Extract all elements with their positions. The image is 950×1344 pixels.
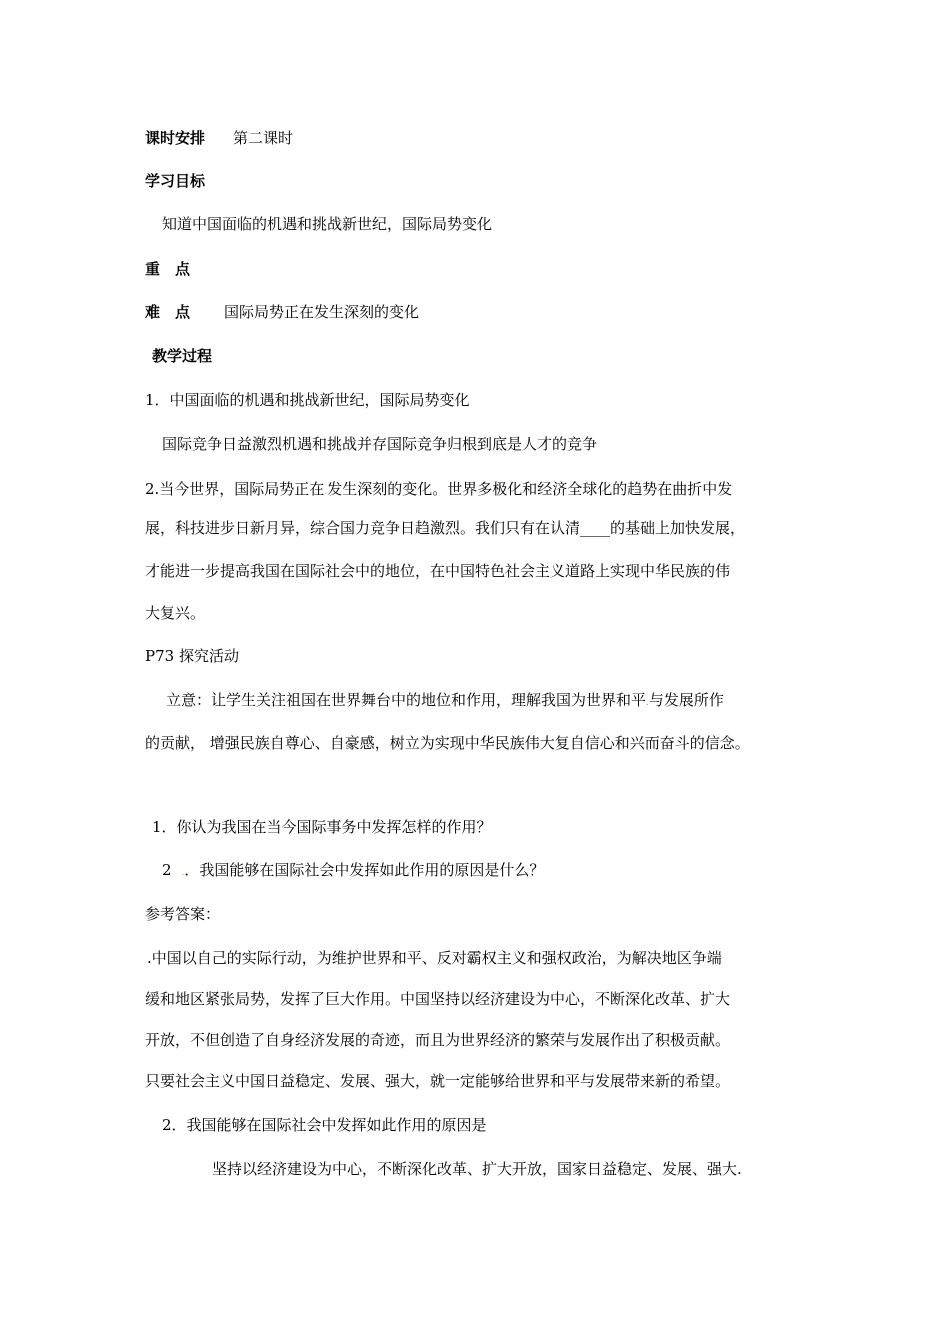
answer-1-line3: 开放，不但创造了自身经济发展的奇迹，而且为世界经济的繁荣与发展作出了积极贡献。	[145, 1031, 731, 1049]
answer-1-line1: .中国以自己的实际行动，为维护世界和平、反对霸权主义和强权政治，为解决地区争端	[147, 949, 722, 967]
process-heading: 教学过程	[152, 347, 213, 365]
question-2-text: ．我国能够在国际社会中发挥如此作用的原因是什么？	[184, 861, 545, 879]
dot-mark: .	[646, 698, 649, 708]
activity-intent-line1b: 与发展所作	[648, 691, 724, 709]
objectives-text: 知道中国面临的机遇和挑战新世纪，国际局势变化	[162, 215, 493, 233]
answer-1-line2: 缓和地区紧张局势，发挥了巨大作用。中国坚持以经济建设为中心，不断深化改革、扩大	[145, 990, 731, 1008]
section1-text: 国际竞争日益激烈机遇和挑战并存国际竞争归根到底是人才的竞争	[162, 435, 598, 453]
dot-mark: .	[324, 487, 328, 497]
objectives-label: 学习目标	[145, 172, 206, 190]
answer-2-heading: 2．我国能够在国际社会中发挥如此作用的原因是	[162, 1116, 487, 1134]
question-2	[162, 860, 544, 883]
question-2-number: 2	[162, 861, 172, 879]
section1-heading: 1．中国面临的机遇和挑战新世纪，国际局势变化	[145, 391, 470, 409]
schedule-value: 第二课时	[233, 129, 294, 147]
section2-line2: 展，科技进步日新月异，综合国力竞争日趋激烈。我们只有在认清____的基础上加快发展，	[145, 519, 746, 537]
activity-intent-line1	[166, 690, 724, 713]
activity-heading: P73 探究活动	[145, 647, 239, 665]
dot-mark: .	[181, 868, 185, 878]
section2-line3: 才能进一步提高我国在国际社会中的地位，在中国特色社会主义道路上实现中华民族的伟	[145, 562, 731, 580]
difficult-point-row	[145, 302, 419, 322]
activity-intent-line2: 的贡献， 增强民族自尊心、自豪感，树立为实现中华民族伟大复自信心和兴而奋斗的信念。	[145, 734, 750, 752]
answers-heading: 参考答案：	[145, 905, 221, 923]
schedule-row	[145, 128, 293, 148]
section2-line4: 大复兴。	[145, 604, 206, 622]
key-point-label: 重 点	[145, 260, 191, 278]
section2-line1a: 2.当今世界，国际局势正在	[145, 480, 325, 498]
difficult-point-label: 难 点	[145, 303, 191, 321]
question-1: 1．你认为我国在当今国际事务中发挥怎样的作用？	[152, 818, 492, 836]
section2-line1	[145, 479, 732, 502]
section2-line1b: 发生深刻的变化。世界多极化和经济全球化的趋势在曲折中发	[327, 480, 733, 498]
schedule-label: 课时安排	[145, 129, 206, 147]
activity-intent-line1a: 立意：让学生关注祖国在世界舞台中的地位和作用，理解我国为世界和平	[166, 691, 647, 709]
difficult-point-text: 国际局势正在发生深刻的变化	[224, 303, 420, 321]
answer-1-line4: 只要社会主义中国日益稳定、发展、强大，就一定能够给世界和平与发展带来新的希望。	[145, 1072, 731, 1090]
answer-2-text: 坚持以经济建设为中心，不断深化改革、扩大开放，国家日益稳定、发展、强大.	[212, 1160, 742, 1178]
